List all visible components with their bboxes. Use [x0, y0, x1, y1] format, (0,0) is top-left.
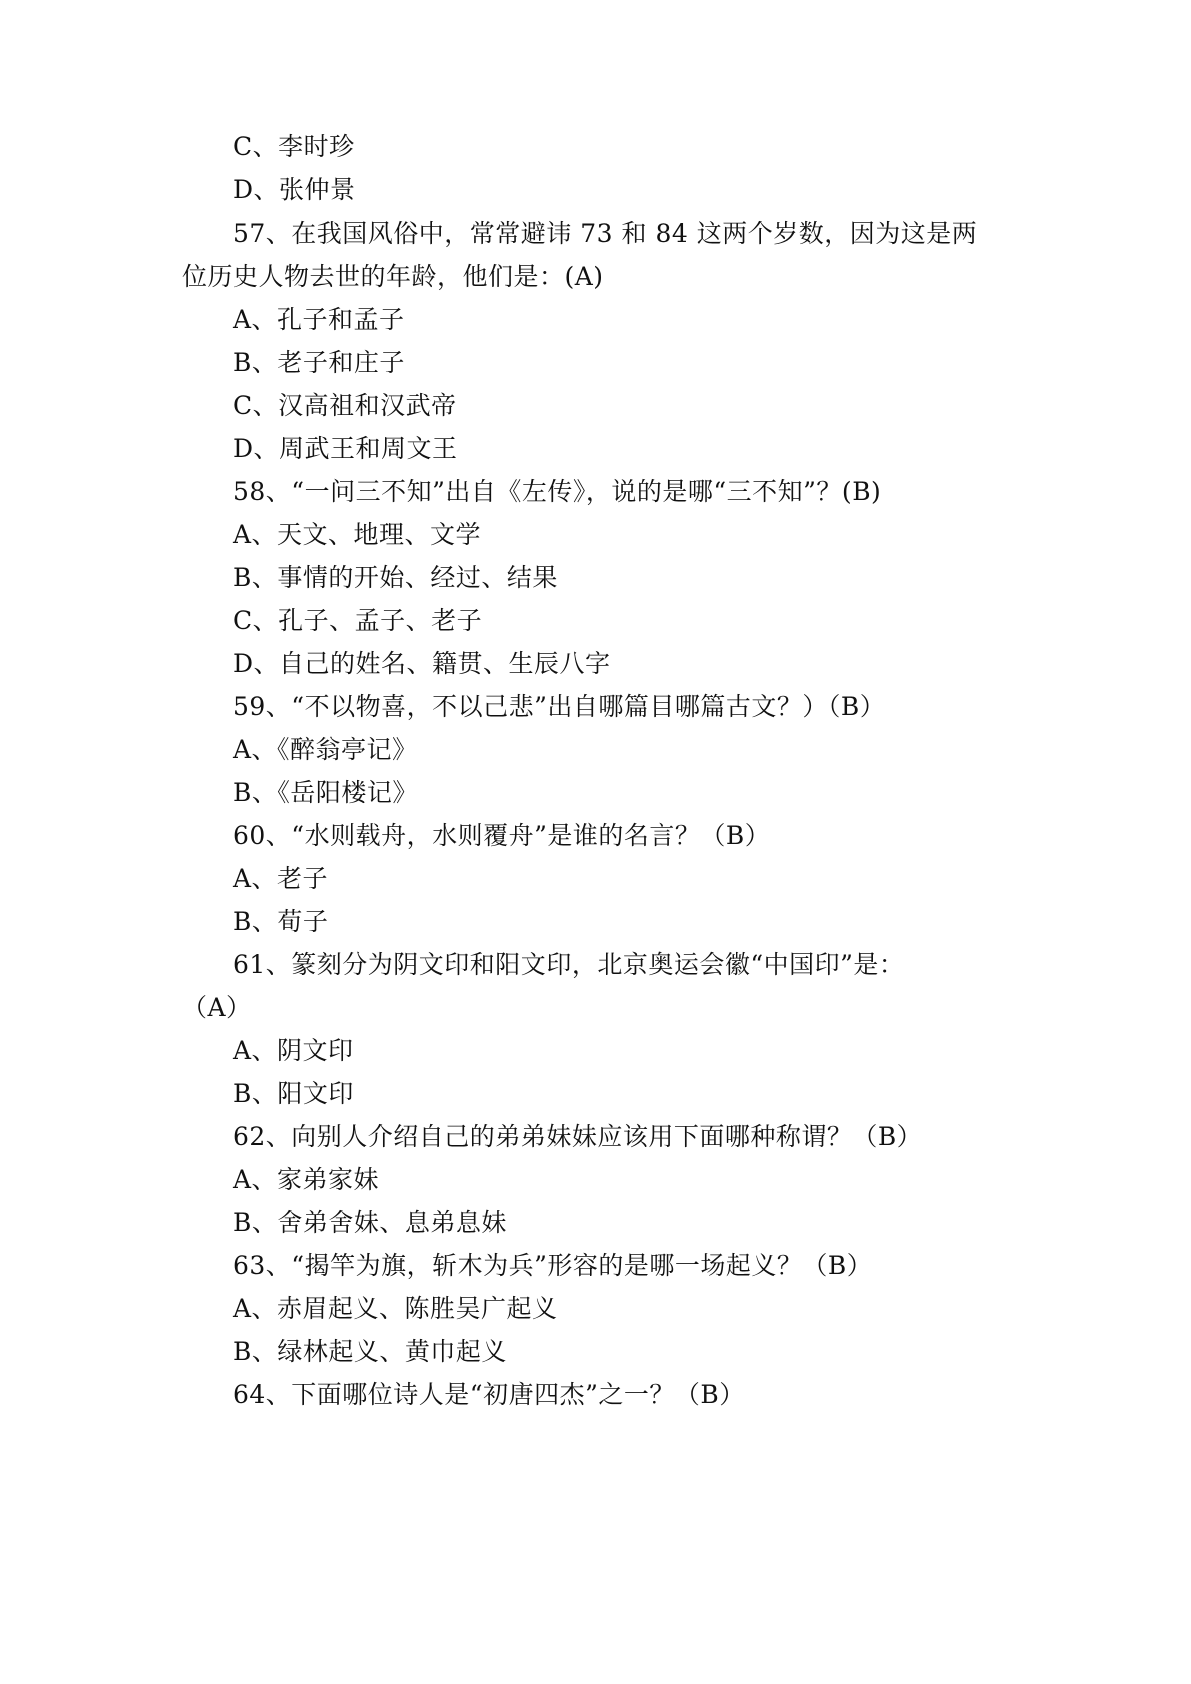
option-d-q58: D、自己的姓名、籍贯、生辰八字 [233, 649, 611, 678]
option-a-q59: A、《醉翁亭记》 [233, 735, 418, 764]
option-c-q56: C、李时珍 [233, 132, 355, 161]
question-61: 61、篆刻分为阴文印和阳文印，北京奥运会徽“中国印”是： [233, 950, 905, 979]
option-a-q63: A、赤眉起义、陈胜吴广起义 [233, 1294, 558, 1323]
option-b-q61: B、阳文印 [233, 1079, 354, 1108]
question-61-cont: （A） [182, 993, 252, 1022]
option-b-q62: B、舍弟舍妹、息弟息妹 [233, 1208, 507, 1237]
option-b-q58: B、事情的开始、经过、结果 [233, 563, 558, 592]
option-b-q63: B、绿林起义、黄巾起义 [233, 1337, 507, 1366]
option-a-q57: A、孔子和孟子 [233, 305, 405, 334]
option-b-q57: B、老子和庄子 [233, 348, 405, 377]
question-64: 64、下面哪位诗人是“初唐四杰”之一？（B） [233, 1380, 745, 1409]
option-d-q56: D、张仲景 [233, 175, 356, 204]
option-b-q60: B、荀子 [233, 907, 329, 936]
question-58: 58、“一问三不知”出自《左传》，说的是哪“三不知”？(B) [233, 477, 882, 506]
question-57: 57、在我国风俗中，常常避讳 73 和 84 这两个岁数，因为这是两 [233, 219, 978, 248]
option-d-q57: D、周武王和周文王 [233, 434, 458, 463]
question-59: 59、“不以物喜，不以己悲”出自哪篇目哪篇古文？）（B） [233, 692, 886, 721]
question-57-cont: 位历史人物去世的年龄，他们是：(A) [182, 262, 604, 291]
option-a-q58: A、天文、地理、文学 [233, 520, 482, 549]
option-a-q61: A、阴文印 [233, 1036, 354, 1065]
option-c-q57: C、汉高祖和汉武帝 [233, 391, 457, 420]
question-63: 63、“揭竿为旗，斩木为兵”形容的是哪一场起义？（B） [233, 1251, 873, 1280]
question-62: 62、向别人介绍自己的弟弟妹妹应该用下面哪种称谓？（B） [233, 1122, 923, 1151]
option-a-q62: A、家弟家妹 [233, 1165, 380, 1194]
option-a-q60: A、老子 [233, 864, 329, 893]
question-60: 60、“水则载舟，水则覆舟”是谁的名言？（B） [233, 821, 771, 850]
option-c-q58: C、孔子、孟子、老子 [233, 606, 483, 635]
option-b-q59: B、《岳阳楼记》 [233, 778, 418, 807]
